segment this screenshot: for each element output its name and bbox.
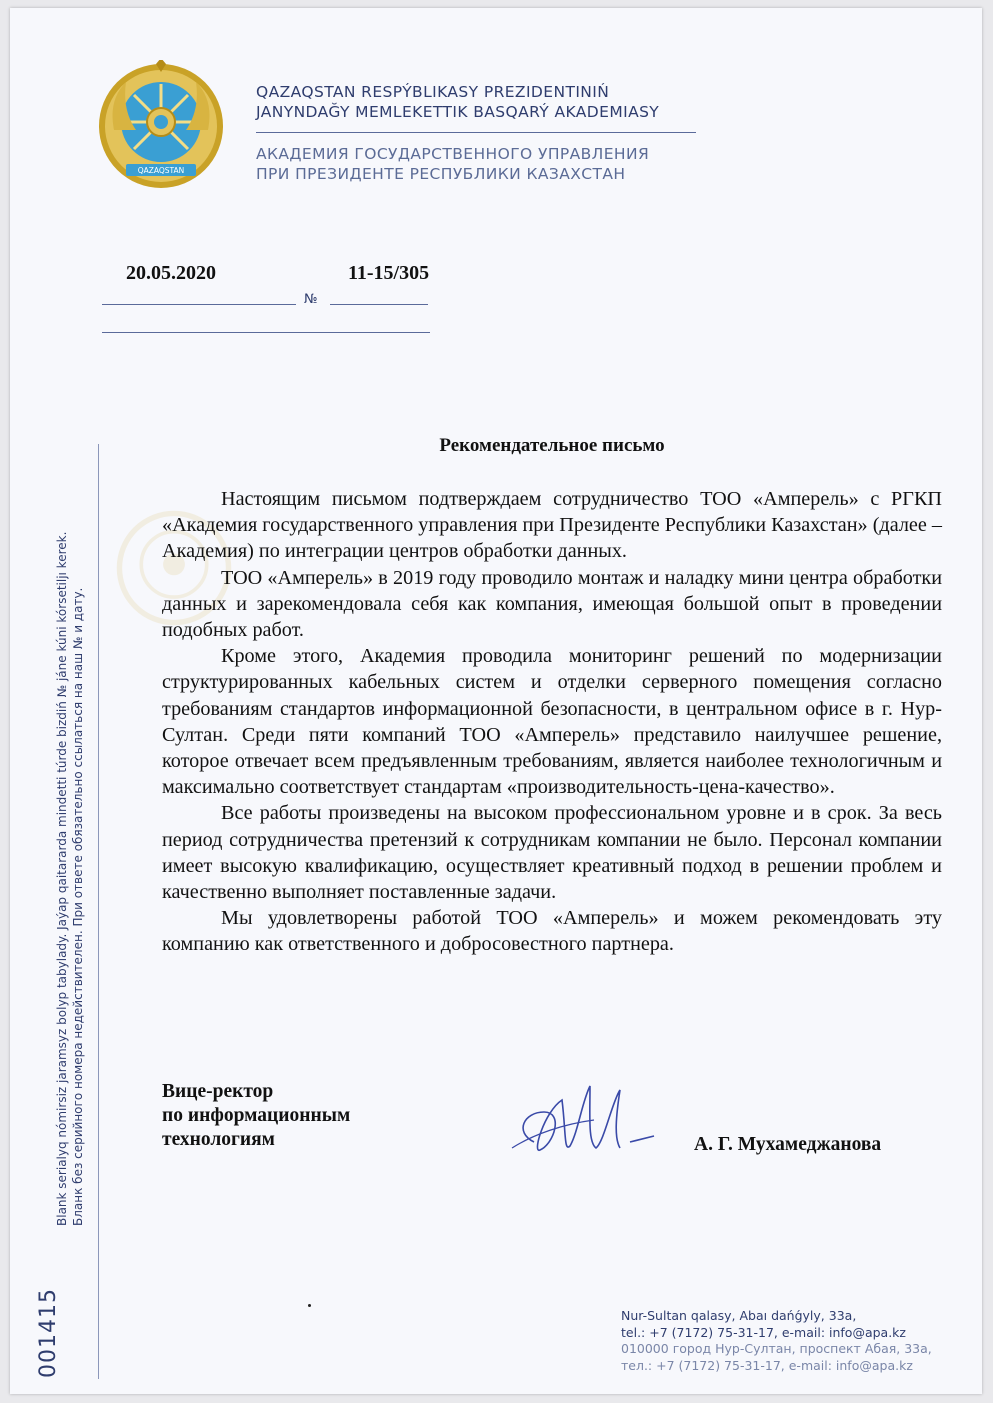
letterhead-latin [256, 82, 696, 122]
side-note [54, 532, 86, 1226]
paragraph: Мы удовлетворены работой ТОО «Амперель» и можем рекомендовать эту компанию как ответственного и добросовестного партнера. [162, 907, 942, 956]
footer-latin-address: Nur-Sultan qalasy, Abaı dańǵyly, 33a, [621, 1308, 857, 1323]
footer-latin-contacts: tel.: +7 (7172) 75-31-17, e-mail: info@apa.kz [621, 1324, 906, 1340]
letterhead-russian-line2: ПРИ ПРЕЗИДЕНТЕ РЕСПУБЛИКИ КАЗАХСТАН [256, 165, 626, 183]
blank-serial-number: 001415 [36, 1288, 61, 1378]
letterhead-latin-line1: QAZAQSTAN RESPÝBLIKASY PREZIDENTINIŃ [256, 83, 610, 101]
paragraph: ТОО «Амперель» в 2019 году проводило монтаж и наладку мини центра обработки данных и зарекомендовала себя как компания, имеющая большой опыт в проведении подобных работ. [162, 566, 942, 642]
position-line3: технологиям [162, 1129, 275, 1150]
ink-dot [308, 1304, 311, 1307]
number-underline [330, 304, 428, 305]
paragraph: Все работы произведены на высоком профессиональном уровне и в срок. За весь период сотрудничества претензий к сотрудникам компании не было. Персонал компании имеет высокую квалификацию, осуществляет креативный подход в решении проблем и качественно выполняет поставленные задачи. [162, 802, 942, 904]
letterhead-divider [256, 132, 696, 133]
handwritten-signature [504, 1072, 664, 1168]
paragraph: Кроме этого, Академия проводила мониторинг решений по модернизации структурированных кабельных систем и отделки серверного помещения согласно требованиям стандартов информационной безопасности, в центральном офисе в г. Нур-Султан. Среди пяти компаний ТОО «Амперель» представило наилучшее решение, которое отвечает всем предъявленным требованиям, является наиболее технологичным и максимально соответствует стандартам «производительность-цена-качество». [162, 645, 942, 799]
position-line1: Вице-ректор [162, 1081, 274, 1102]
reference-number: 11-15/305 [348, 262, 430, 284]
footer-russian-contacts: тел.: +7 (7172) 75-31-17, e-mail: info@apa.kz [621, 1357, 913, 1373]
margin-rule [98, 444, 99, 1379]
letter-body [162, 486, 942, 958]
signatory-position [162, 1080, 350, 1152]
footer-russian-address: 010000 город Нур-Султан, проспект Абая, 33а, [621, 1341, 932, 1356]
footer-contacts [621, 1308, 932, 1374]
signatory-name: А. Г. Мухамеджанова [694, 1134, 882, 1155]
emblem-text: QAZAQSTAN [137, 166, 185, 175]
letterhead-russian-line1: АКАДЕМИЯ ГОСУДАРСТВЕННОГО УПРАВЛЕНИЯ [256, 145, 650, 163]
reference-date: 20.05.2020 [126, 262, 216, 284]
letter-page [10, 8, 982, 1394]
position-line2: по информационным [162, 1105, 351, 1126]
side-note-russian: Бланк без серийного номера недействителен. При ответе обязательно ссылаться на наш № и дату. [71, 587, 85, 1226]
number-sign: № [304, 292, 318, 307]
addressee-underline [102, 332, 430, 333]
paragraph: Настоящим письмом подтверждаем сотрудничество ТОО «Амперель» с РГКП «Академия государственного управления при Президенте Республики Казахстан» (далее – Академия) по интеграции центров обработки данных. [162, 488, 942, 563]
state-emblem [96, 60, 226, 192]
letter-title: Рекомендательное письмо [439, 435, 665, 456]
letterhead-latin-line2: JANYNDAĞY MEMLEKETTIK BASQARÝ AKADEMIASY [256, 103, 660, 121]
date-underline [102, 304, 296, 305]
letterhead-russian [256, 144, 696, 184]
side-note-kazakh: Blank serialyq nómirsiz jaramsyz bolyp tabylady. Jaýap qaitararda mindetti túrde bizdiń № jáne kúni kórsetiljı kerek. [55, 531, 69, 1226]
